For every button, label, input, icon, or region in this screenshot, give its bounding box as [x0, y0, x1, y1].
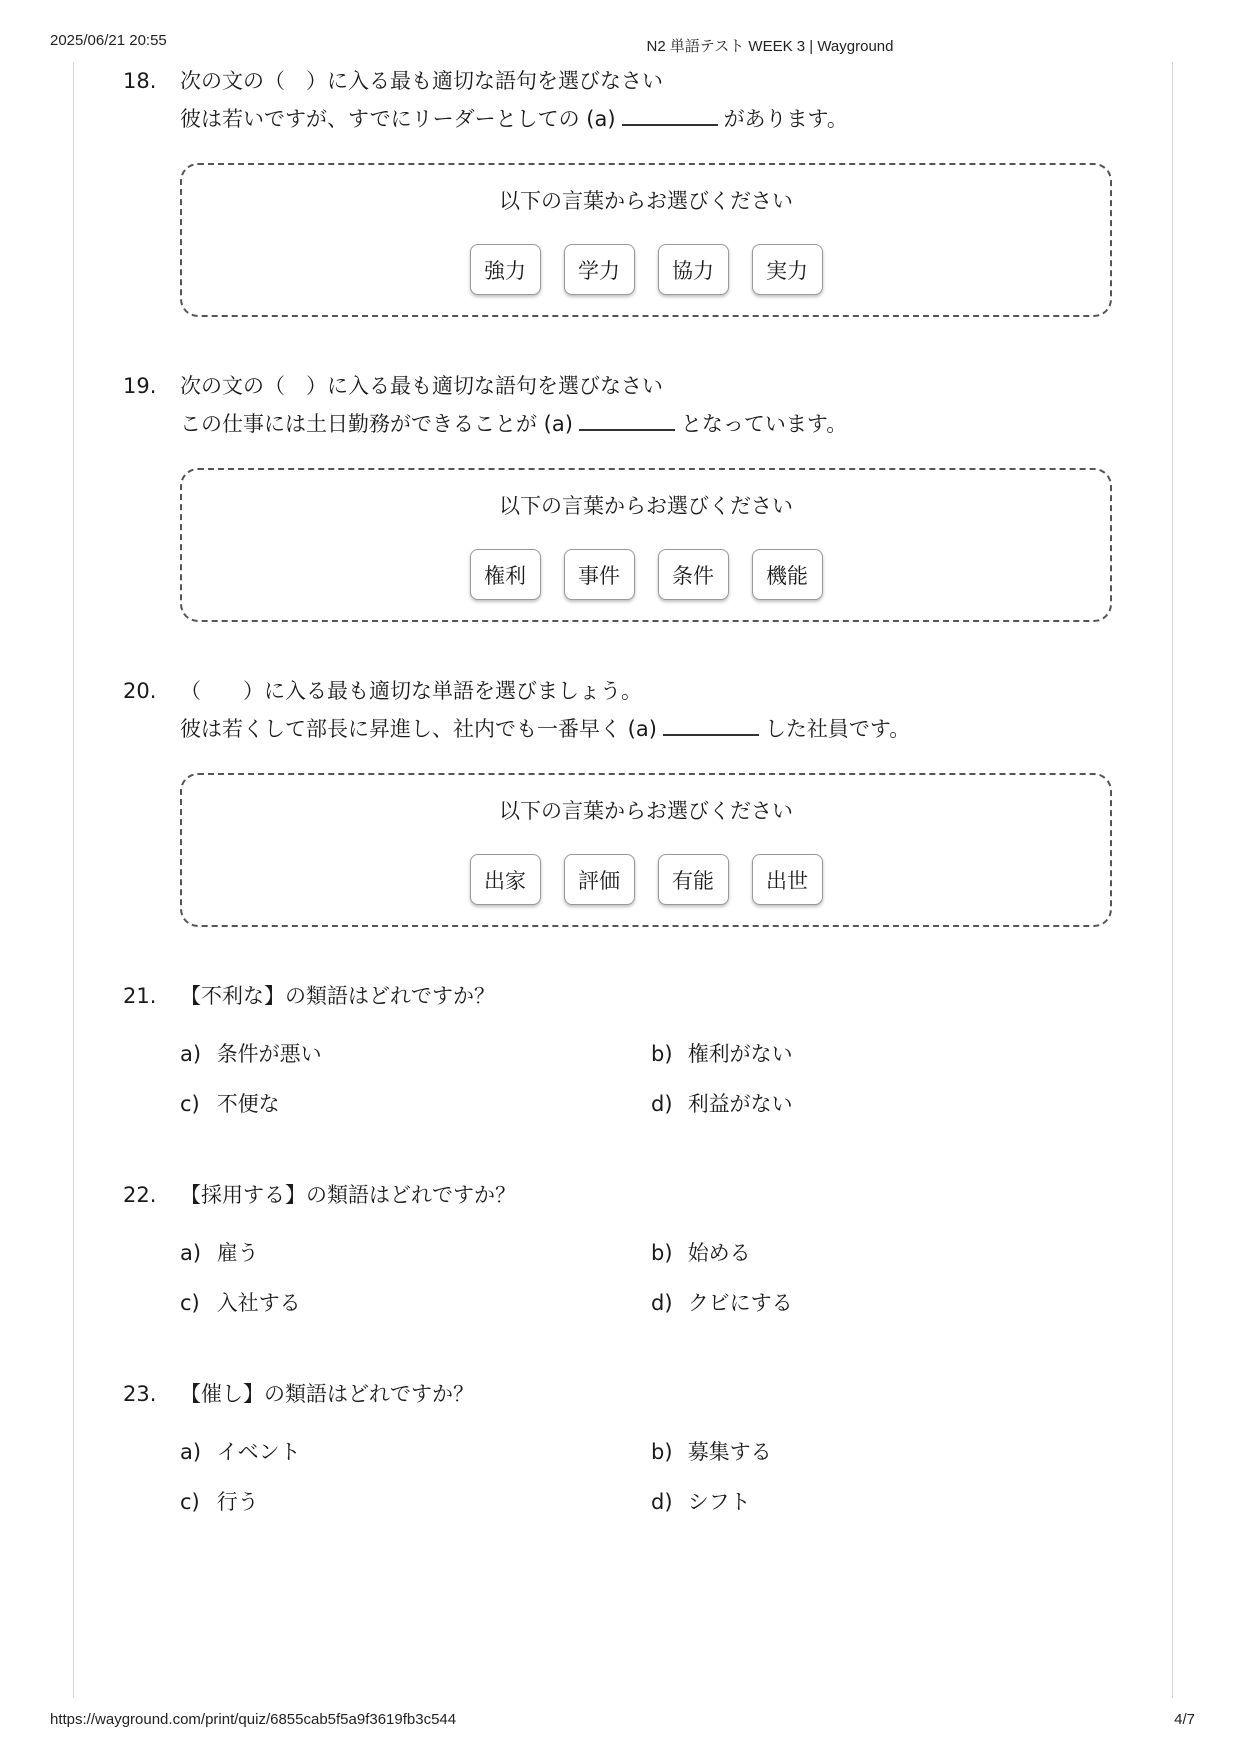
question-20: [123, 672, 1123, 893]
sentence-before: 彼は若くして部長に昇進し、社内でも一番早く (a): [180, 717, 657, 741]
question-prompt: 次の文の（ ）に入る最も適切な語句を選びなさい: [180, 69, 663, 93]
answer-option-a[interactable]: [180, 1038, 322, 1070]
print-url: https://wayground.com/print/quiz/6855cab5f5a9f3619fb3c544: [50, 1711, 457, 1728]
option-letter: c): [180, 1092, 200, 1116]
answer-blank: [663, 714, 759, 736]
question-sentence: [180, 100, 848, 138]
option-text: 行う: [216, 1490, 259, 1514]
sentence-after: した社員です。: [764, 717, 911, 741]
answer-option-c[interactable]: [180, 1287, 301, 1319]
word-choice[interactable]: 機能: [752, 549, 823, 600]
sentence-before: この仕事には土日勤務ができることが (a): [180, 412, 573, 436]
word-bank: [180, 773, 1112, 927]
word-bank: [180, 163, 1112, 317]
question-19: [123, 367, 1123, 588]
question-number: 18.: [123, 69, 157, 93]
option-letter: a): [180, 1042, 202, 1066]
page-border-right: [1172, 62, 1173, 1698]
answer-blank: [579, 409, 675, 431]
option-text: イベント: [216, 1440, 301, 1464]
question-number: 23.: [123, 1382, 157, 1406]
word-bank: [180, 468, 1112, 622]
option-text: 不便な: [216, 1092, 280, 1116]
word-choice[interactable]: 学力: [564, 244, 635, 295]
option-text: 権利がない: [687, 1042, 793, 1066]
sentence-before: 彼は若いですが、すでにリーダーとしての (a): [180, 107, 616, 131]
word-choices: [182, 549, 1110, 600]
word-bank-title: 以下の言葉からお選びください: [499, 494, 793, 518]
option-letter: d): [651, 1092, 673, 1116]
option-letter: b): [651, 1440, 673, 1464]
option-letter: a): [180, 1241, 202, 1265]
answer-option-d[interactable]: [651, 1287, 793, 1319]
question-number: 22.: [123, 1183, 157, 1207]
word-choice[interactable]: 実力: [752, 244, 823, 295]
question-22: [123, 1176, 1123, 1326]
word-choice[interactable]: 権利: [470, 549, 541, 600]
question-prompt: （ ）に入る最も適切な単語を選びましょう。: [180, 679, 642, 703]
question-number: 21.: [123, 984, 157, 1008]
word-bank-title: 以下の言葉からお選びください: [499, 189, 793, 213]
page-border-left: [73, 62, 74, 1698]
option-text: 雇う: [216, 1241, 259, 1265]
word-choice[interactable]: 強力: [470, 244, 541, 295]
question-prompt: 【不利な】の類語はどれですか？: [180, 984, 495, 1008]
word-choice[interactable]: 有能: [658, 854, 729, 905]
answer-option-b[interactable]: [651, 1237, 751, 1269]
option-text: 利益がない: [687, 1092, 793, 1116]
option-letter: b): [651, 1042, 673, 1066]
option-text: 始める: [687, 1241, 751, 1265]
word-choice[interactable]: 出家: [470, 854, 541, 905]
word-choices: [182, 854, 1110, 905]
option-text: シフト: [687, 1490, 751, 1514]
question-sentence: [180, 405, 847, 443]
question-sentence: [180, 710, 910, 748]
question-23: [123, 1375, 1123, 1525]
option-letter: d): [651, 1291, 673, 1315]
question-21: [123, 977, 1123, 1127]
word-choice[interactable]: 評価: [564, 854, 635, 905]
option-text: 入社する: [216, 1291, 301, 1315]
question-number: 20.: [123, 679, 157, 703]
answer-option-d[interactable]: [651, 1486, 751, 1518]
print-date: 2025/06/21 20:55: [50, 32, 167, 49]
option-letter: c): [180, 1490, 200, 1514]
answer-option-b[interactable]: [651, 1038, 793, 1070]
word-choice[interactable]: 出世: [752, 854, 823, 905]
answer-option-d[interactable]: [651, 1088, 793, 1120]
option-text: 募集する: [687, 1440, 772, 1464]
question-prompt: 【採用する】の類語はどれですか？: [180, 1183, 516, 1207]
question-18: [123, 62, 1123, 283]
option-text: 条件が悪い: [216, 1042, 322, 1066]
sentence-after: があります。: [723, 107, 848, 131]
option-letter: d): [651, 1490, 673, 1514]
answer-blank: [622, 104, 718, 126]
question-prompt: 次の文の（ ）に入る最も適切な語句を選びなさい: [180, 374, 663, 398]
sentence-after: となっています。: [680, 412, 848, 436]
answer-option-b[interactable]: [651, 1436, 772, 1468]
question-prompt: 【催し】の類語はどれですか？: [180, 1382, 474, 1406]
option-letter: a): [180, 1440, 202, 1464]
answer-option-c[interactable]: [180, 1088, 280, 1120]
word-choice[interactable]: 協力: [658, 244, 729, 295]
answer-option-a[interactable]: [180, 1237, 259, 1269]
answer-option-a[interactable]: [180, 1436, 301, 1468]
question-number: 19.: [123, 374, 157, 398]
option-text: クビにする: [687, 1291, 793, 1315]
page-number: 4/7: [1174, 1711, 1195, 1728]
option-letter: b): [651, 1241, 673, 1265]
word-choices: [182, 244, 1110, 295]
option-letter: c): [180, 1291, 200, 1315]
answer-option-c[interactable]: [180, 1486, 259, 1518]
word-choice[interactable]: 事件: [564, 549, 635, 600]
word-choice[interactable]: 条件: [658, 549, 729, 600]
print-title: N2 単語テスト WEEK 3 | Wayground: [646, 38, 894, 55]
word-bank-title: 以下の言葉からお選びください: [499, 799, 793, 823]
